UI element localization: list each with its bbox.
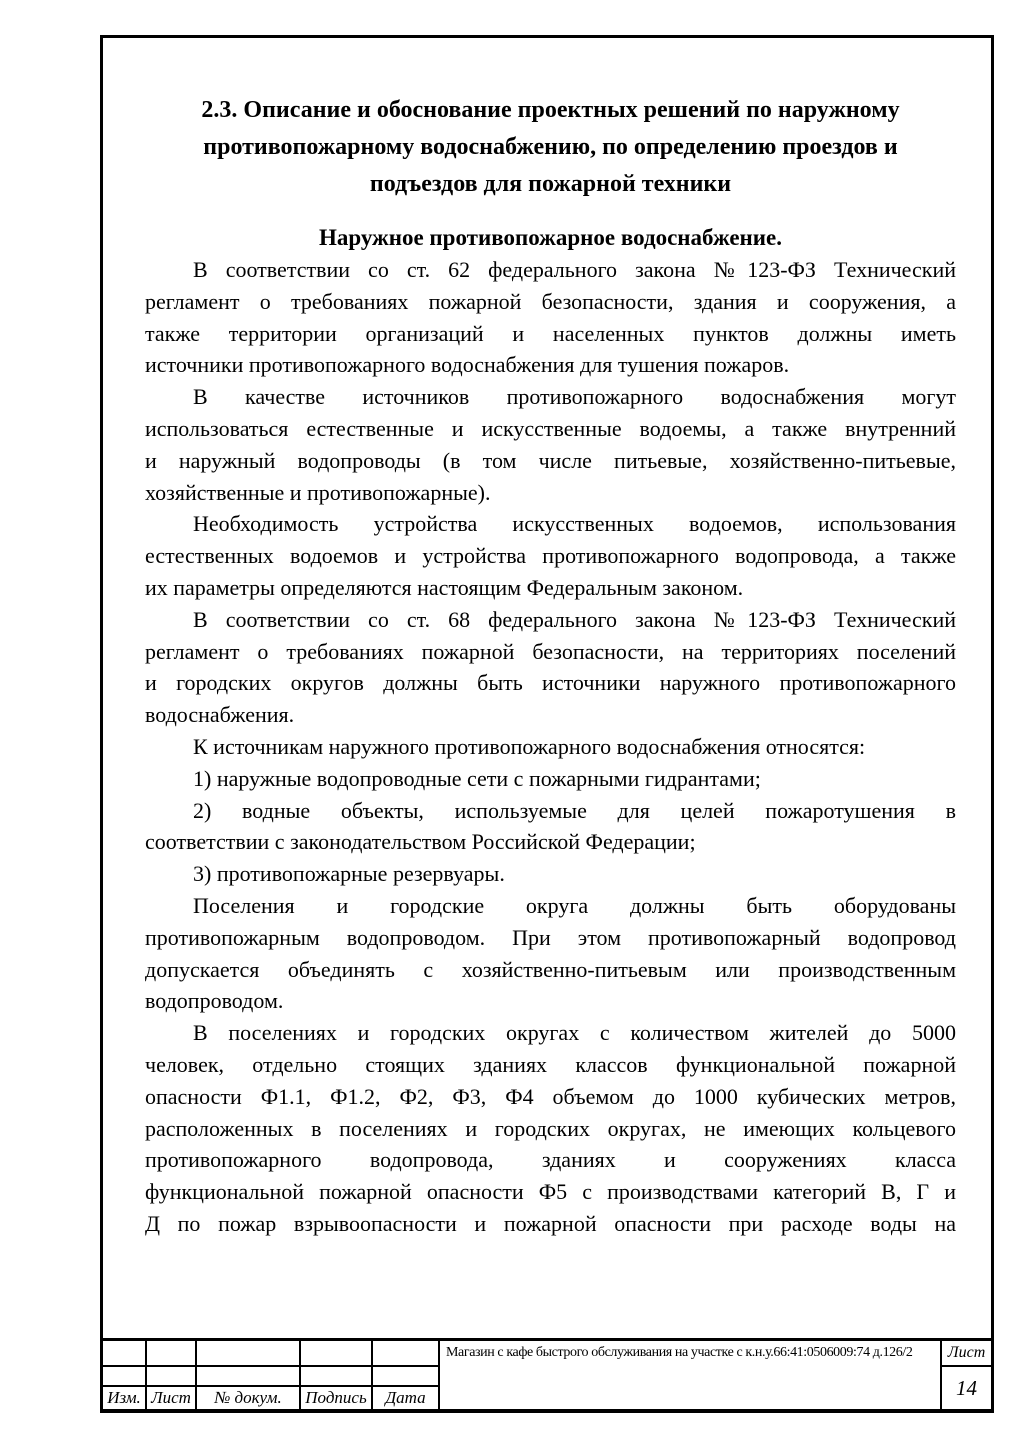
paragraph-line: Необходимость устройства искусственных водоемов, использования [193,511,956,537]
stamp-label-doc-number: № докум. [197,1387,299,1409]
paragraph-line: соответствии с законодательством Российской Федерации; [145,829,696,855]
heading-line: противопожарному водоснабжению, по определению проездов и [203,134,898,160]
stamp-empty-cell [197,1341,299,1365]
paragraph-line: допускается объединять с хозяйственно-питьевым или производственным [145,956,956,982]
subsection-heading: Наружное противопожарное водоснабжение. [318,225,783,250]
paragraph-line: регламент о требованиях пожарной безопасности, на территориях поселений [145,638,956,664]
paragraph-line: К источникам наружного противопожарного водоснабжения относятся: [193,733,866,759]
stamp-empty-cell [301,1341,371,1365]
paragraph-line: опасности Ф1.1, Ф1.2, Ф2, Ф3, Ф4 объемом до 1000 кубических метров, [145,1083,956,1109]
stamp-empty-cell [147,1341,195,1365]
paragraph-line: расположенных в поселениях и городских округах, не имеющих кольцевого [145,1115,956,1141]
stamp-label-signature: Подпись [301,1387,371,1409]
paragraph-line: противопожарным водопроводом. При этом противопожарный водопровод [145,924,956,950]
stamp-label-izm: Изм. [103,1387,145,1409]
paragraph-line: Поселения и городские округа должны быть оборудованы [193,892,956,918]
heading-line: подъездов для пожарной техники [369,171,732,197]
body-text [145,254,956,1240]
paragraph-line: хозяйственные и противопожарные). [145,479,491,505]
paragraph-line: человек, отдельно стоящих зданиях классов функциональной пожарной [145,1051,956,1077]
stamp-empty-cell [103,1341,145,1365]
stamp-label-date: Дата [373,1387,438,1409]
paragraph-line: использоваться естественные и искусственные водоемы, а также внутренний [145,415,956,441]
stamp-empty-cell [301,1367,371,1385]
paragraph-line: В качестве источников противопожарного водоснабжения могут [193,384,956,410]
stamp-empty-cell [373,1367,438,1385]
stamp-empty-cell [147,1367,195,1385]
stamp-empty-cell [197,1367,299,1385]
paragraph-line: источники противопожарного водоснабжения для тушения пожаров. [145,352,790,378]
stamp-project-title: Магазин с кафе быстрого обслуживания на участке с к.н.у.66:41:0506009:74 д.126/2 [440,1341,940,1409]
paragraph-line: 2) водные объекты, используемые для целей пожаротушения в [193,797,956,823]
paragraph-line: В соответствии со ст. 62 федерального закона №123-ФЗ Технический [193,257,956,282]
paragraph-line: и городских округов должны быть источники наружного противопожарного [145,670,956,696]
paragraph-line: 1) наружные водопроводные сети с пожарными гидрантами; [193,765,761,791]
paragraph-line: противопожарного водопровода, зданиях и сооружениях класса [145,1147,956,1173]
paragraph-line: и наружный водопроводы (в том числе питьевые, хозяйственно-питьевые, [145,447,956,473]
title-block [100,1338,994,1412]
section-heading [145,92,956,203]
heading-line: 2.3. Описание и обоснование проектных решений по наружному [201,97,900,123]
stamp-sheet-label: Лист [942,1341,991,1365]
paragraph-line: естественных водоемов и устройства противопожарного водопровода, а также [145,543,956,569]
stamp-label-list: Лист [147,1387,195,1409]
paragraph-line: Д по пожар взрывоопасности и пожарной опасности при расходе воды на [145,1210,956,1236]
stamp-empty-cell [103,1367,145,1385]
stamp-empty-cell [373,1341,438,1365]
paragraph-line: В соответствии со ст. 68 федерального закона №123-ФЗ Технический [193,606,956,632]
paragraph-line: водоснабжения. [145,702,295,728]
paragraph-line: также территории организаций и населенных пунктов должны иметь [145,320,956,346]
stamp-sheet-number: 14 [942,1367,991,1409]
paragraph-line: водопроводом. [145,988,284,1014]
paragraph-line: регламент о требованиях пожарной безопасности, здания и сооружения, а [145,288,956,314]
paragraph-line: их параметры определяются настоящим Федеральным законом. [145,574,744,600]
paragraph-line: В поселениях и городских округах с количеством жителей до 5000 [193,1020,956,1046]
content-area [145,92,956,1240]
paragraph-line: 3) противопожарные резервуары. [193,861,505,887]
paragraph-line: функциональной пожарной опасности Ф5 с производствами категорий В, Г и [145,1179,956,1205]
